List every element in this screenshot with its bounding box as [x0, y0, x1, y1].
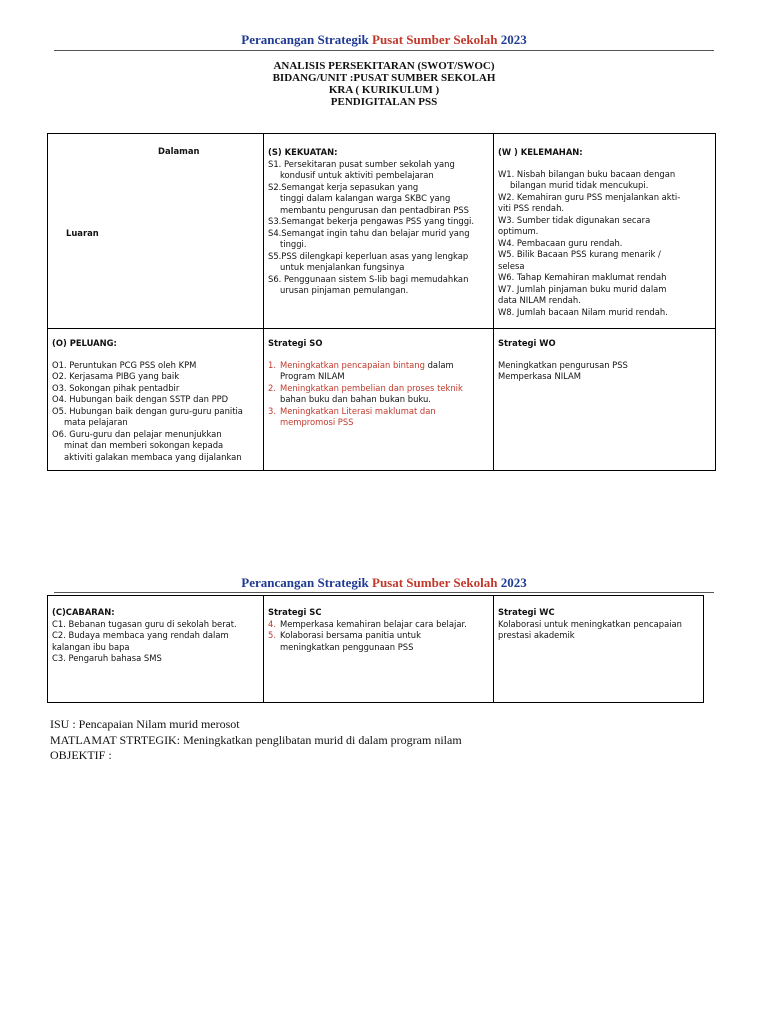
kekuatan-line: S2.Semangat kerja sepasukan yang	[268, 181, 419, 192]
title-line: ANALISIS PERSEKITARAN (SWOT/SWOC)	[273, 60, 495, 72]
kelemahan-cell	[494, 134, 716, 329]
kelemahan-line: viti PSS rendah.	[498, 203, 565, 213]
wo-line: Memperkasa NILAM	[498, 371, 581, 381]
strategi-wo-title: Strategi WO	[498, 338, 556, 348]
header-rule-2	[54, 592, 714, 593]
kelemahan-line: W6. Tahap Kemahiran maklumat rendah	[498, 272, 667, 282]
so-line: Program NILAM	[280, 371, 345, 381]
so-line: bahan buku dan bahan bukan buku.	[280, 394, 431, 404]
page-header-2: Perancangan Strategik Pusat Sumber Sekolah 2023	[241, 575, 527, 590]
so-line: mempromosi PSS	[280, 417, 354, 427]
peluang-line: O2. Kerjasama PIBG yang baik	[52, 371, 180, 381]
header-rule	[54, 50, 714, 51]
kekuatan-line: membantu pengurusan dan pentadbiran PSS	[280, 204, 469, 215]
strategi-sc-title: Strategi SC	[268, 607, 322, 617]
kekuatan-line: kondusif untuk aktiviti pembelajaran	[280, 170, 434, 180]
kekuatan-line: S5.PSS dilengkapi keperluan asas yang lengkap	[268, 250, 469, 261]
kekuatan-line: tinggi dalam kalangan warga SKBC yang	[280, 193, 451, 203]
kelemahan-line: W5. Bilik Bacaan PSS kurang menarik /	[498, 249, 661, 259]
kelemahan-line: W1. Nisbah bilangan buku bacaan dengan	[498, 168, 676, 179]
cabaran-line: C1. Bebanan tugasan guru di sekolah berat.	[52, 618, 237, 629]
kekuatan-title: (S) KEKUATAN:	[268, 147, 338, 157]
swot-table	[47, 133, 716, 471]
kelemahan-line: optimum.	[498, 226, 539, 236]
kelemahan-line: W4. Pembacaan guru rendah.	[498, 237, 623, 248]
swoc-table	[47, 595, 704, 703]
kekuatan-line: urusan pinjaman pemulangan.	[280, 285, 409, 295]
kelemahan-line: W7. Jumlah pinjaman buku murid dalam	[498, 283, 667, 294]
wc-line: Kolaborasi untuk meningkatkan pencapaian	[498, 618, 682, 629]
wc-line: prestasi akademik	[498, 630, 575, 640]
kekuatan-line: S6. Penggunaan sistem S-lib bagi memudahkan	[268, 273, 469, 284]
strategi-so-cell	[264, 329, 494, 471]
peluang-title: (O) PELUANG:	[52, 338, 117, 348]
dalaman-label: Dalaman	[158, 146, 200, 156]
page-header: Perancangan Strategik Pusat Sumber Sekolah 2023	[241, 32, 527, 47]
strategi-wc-cell	[494, 596, 704, 703]
peluang-cell	[48, 329, 264, 471]
title-line: KRA ( KURIKULUM )	[328, 84, 440, 96]
peluang-line: mata pelajaran	[64, 417, 128, 427]
kekuatan-line: tinggi.	[280, 239, 307, 249]
title-line: BIDANG/UNIT :PUSAT SUMBER SEKOLAH	[272, 72, 496, 84]
kelemahan-line: data NILAM rendah.	[498, 295, 581, 305]
strategi-so-title: Strategi SO	[268, 338, 323, 348]
peluang-line: minat dan memberi sokongan kepada	[64, 440, 224, 450]
document-titles	[0, 60, 768, 108]
dalaman-luaran-cell	[48, 134, 264, 329]
kelemahan-line: W8. Jumlah bacaan Nilam murid rendah.	[498, 306, 668, 317]
strategi-sc-cell	[264, 596, 494, 703]
peluang-line: O3. Sokongan pihak pentadbir	[52, 382, 180, 393]
kekuatan-line: S3.Semangat bekerja pengawas PSS yang tinggi.	[268, 216, 474, 226]
isu-text: ISU : Pencapaian Nilam murid merosot	[50, 717, 240, 731]
objektif-text: OBJEKTIF :	[50, 748, 112, 762]
kelemahan-title: (W ) KELEMAHAN:	[498, 147, 583, 157]
luaran-label: Luaran	[66, 228, 99, 238]
so-line: 3. Meningkatkan Literasi maklumat dan	[268, 405, 436, 416]
cabaran-line: kalangan ibu bapa	[52, 641, 130, 652]
kelemahan-line: W3. Sumber tidak digunakan secara	[498, 214, 651, 225]
strategi-wc-title: Strategi WC	[498, 607, 555, 617]
kekuatan-line: untuk menjalankan fungsinya	[280, 262, 405, 272]
kelemahan-line: selesa	[498, 260, 525, 271]
kekuatan-cell	[264, 134, 494, 329]
cabaran-cell	[48, 596, 264, 703]
peluang-line: O4. Hubungan baik dengan SSTP dan PPD	[52, 394, 229, 404]
cabaran-line: C3. Pengaruh bahasa SMS	[52, 653, 162, 663]
peluang-line: O5. Hubungan baik dengan guru-guru panitia	[52, 405, 243, 416]
so-line: 2. Meningkatkan pembelian dan proses teknik	[268, 382, 463, 393]
cabaran-title: (C)CABARAN:	[52, 607, 115, 617]
kelemahan-line: bilangan murid tidak mencukupi.	[510, 180, 649, 190]
sc-line: 5. Kolaborasi bersama panitia untuk	[268, 630, 421, 640]
peluang-line: O6. Guru-guru dan pelajar menunjukkan	[52, 428, 222, 439]
sc-line: meningkatkan penggunaan PSS	[280, 641, 414, 652]
title-line: PENDIGITALAN PSS	[330, 96, 438, 108]
wo-line: Meningkatkan pengurusan PSS	[498, 359, 628, 370]
kelemahan-line: W2. Kemahiran guru PSS menjalankan akti-	[498, 191, 681, 202]
peluang-line: O1. Peruntukan PCG PSS oleh KPM	[52, 359, 197, 370]
cabaran-line: C2. Budaya membaca yang rendah dalam	[52, 630, 229, 640]
so-line: 1. Meningkatkan pencapaian bintang dalam	[268, 359, 454, 370]
kekuatan-line: S4.Semangat ingin tahu dan belajar murid yang	[268, 227, 470, 238]
sc-line: 4. Memperkasa kemahiran belajar cara belajar.	[268, 618, 467, 629]
strategi-wo-cell	[494, 329, 716, 471]
matlamat-text: MATLAMAT STRTEGIK: Meningkatkan penglibatan murid di dalam program nilam	[50, 733, 462, 747]
peluang-line: aktiviti galakan membaca yang dijalankan	[64, 451, 242, 462]
kekuatan-line: S1. Persekitaran pusat sumber sekolah yang	[268, 158, 455, 169]
